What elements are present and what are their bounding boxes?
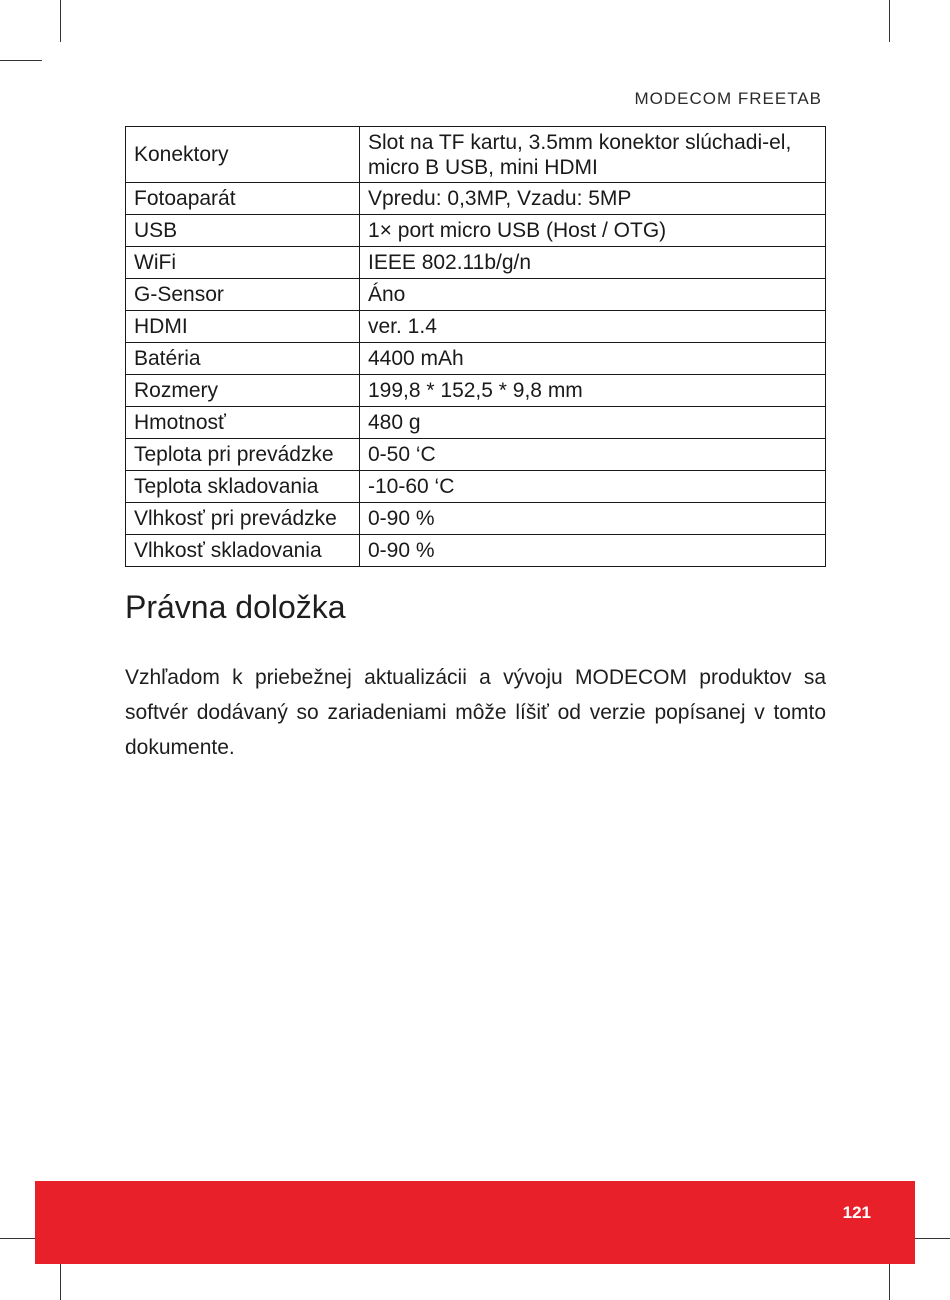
- spec-value: 4400 mAh: [360, 343, 826, 375]
- spec-value: 0-50 ‘C: [360, 439, 826, 471]
- spec-value: 0-90 %: [360, 535, 826, 567]
- spec-row: [126, 279, 826, 311]
- section-title: Právna doložka: [125, 589, 346, 625]
- spec-label: WiFi: [126, 247, 360, 279]
- spec-value: Slot na TF kartu, 3.5mm konektor slúchadi-el, micro B USB, mini HDMI: [360, 127, 826, 183]
- spec-label: USB: [126, 215, 360, 247]
- running-header: MODECOM FREETAB: [634, 89, 822, 108]
- crop-mark: [0, 60, 42, 61]
- spec-value: Áno: [360, 279, 826, 311]
- spec-label: G-Sensor: [126, 279, 360, 311]
- spec-value: 480 g: [360, 407, 826, 439]
- spec-row: [126, 311, 826, 343]
- spec-row: [126, 247, 826, 279]
- spec-row: [126, 503, 826, 535]
- spec-label: Batéria: [126, 343, 360, 375]
- spec-label: HDMI: [126, 311, 360, 343]
- spec-row: [126, 535, 826, 567]
- spec-row: [126, 375, 826, 407]
- spec-row: [126, 343, 826, 375]
- spec-value: ver. 1.4: [360, 311, 826, 343]
- spec-value: 0-90 %: [360, 503, 826, 535]
- spec-row: [126, 439, 826, 471]
- spec-label: Hmotnosť: [126, 407, 360, 439]
- spec-label: Vlhkosť skladovania: [126, 535, 360, 567]
- legal-paragraph: Vzhľadom k priebežnej aktualizácii a vývoju MODECOM produktov sa softvér dodávaný so zariadeniami môže líšiť od verzie popísanej v tomto dokumente.: [125, 666, 826, 759]
- spec-label: Teplota pri prevádzke: [126, 439, 360, 471]
- spec-row: [126, 471, 826, 503]
- spec-label: Vlhkosť pri prevádzke: [126, 503, 360, 535]
- spec-label: Rozmery: [126, 375, 360, 407]
- spec-row: [126, 183, 826, 215]
- crop-mark: [60, 1260, 61, 1300]
- spec-value: IEEE 802.11b/g/n: [360, 247, 826, 279]
- crop-mark: [889, 1260, 890, 1300]
- spec-value: Vpredu: 0,3MP, Vzadu: 5MP: [360, 183, 826, 215]
- spec-row: [126, 127, 826, 183]
- crop-mark: [889, 0, 890, 42]
- spec-value: -10-60 ‘C: [360, 471, 826, 503]
- spec-label: Teplota skladovania: [126, 471, 360, 503]
- spec-label: Fotoaparát: [126, 183, 360, 215]
- page-number: 121: [842, 1203, 871, 1222]
- spec-row: [126, 407, 826, 439]
- footer-bar: [35, 1181, 915, 1264]
- spec-value: 199,8 * 152,5 * 9,8 mm: [360, 375, 826, 407]
- crop-mark: [60, 0, 61, 42]
- spec-label: Konektory: [126, 127, 360, 183]
- spec-table: [125, 126, 826, 567]
- spec-value: 1× port micro USB (Host / OTG): [360, 215, 826, 247]
- spec-row: [126, 215, 826, 247]
